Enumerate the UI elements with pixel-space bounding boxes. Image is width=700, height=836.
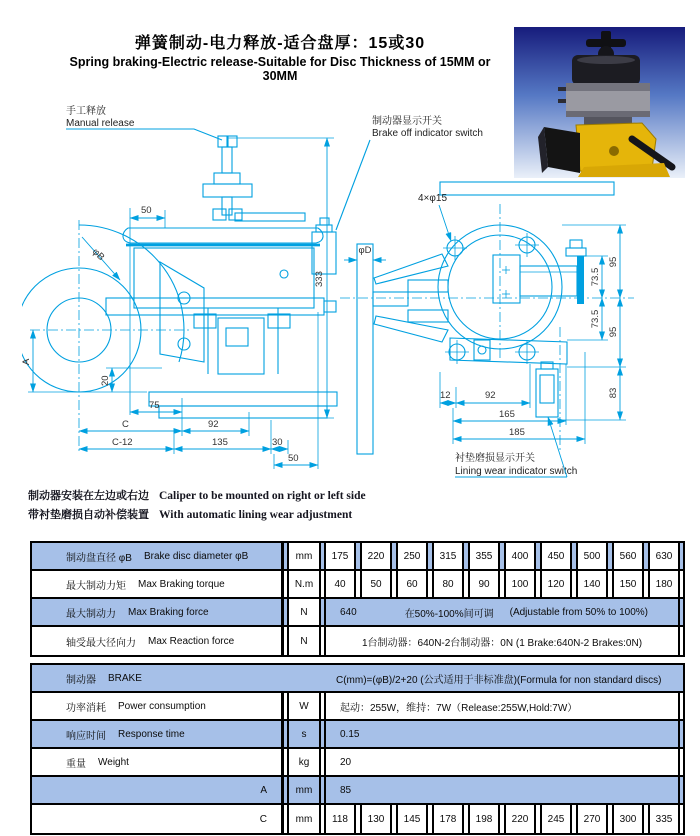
table-span-cell: 0.15 xyxy=(324,721,680,747)
row-values xyxy=(324,749,683,775)
manual-release-label-zh: 手工释放 xyxy=(66,106,106,117)
table-cell: 270 xyxy=(576,805,608,833)
dim-92-left: 92 xyxy=(208,419,219,430)
lining-wear-label-zh: 衬垫磨损显示开关 xyxy=(455,453,535,464)
brake-off-label-en: Brake off indicator switch xyxy=(372,128,483,139)
row-unit: mm xyxy=(287,805,321,833)
row-unit: kg xyxy=(287,749,321,775)
row-label xyxy=(32,599,284,625)
dim-50-top: 50 xyxy=(141,205,152,216)
table-cell: 335 xyxy=(648,805,680,833)
dim-75: 75 xyxy=(149,400,160,411)
row-label-zh: 最大制动力 xyxy=(66,608,116,620)
shaft xyxy=(106,298,336,315)
table-cell: 145 xyxy=(396,805,428,833)
dim-C12: C-12 xyxy=(112,437,133,448)
row-unit: s xyxy=(287,721,321,747)
row-label-en: Weight xyxy=(98,756,129,768)
bolt-holes-label: 4×φ15 xyxy=(418,193,448,204)
dim-50-bottom: 50 xyxy=(288,453,299,464)
bolt-holes xyxy=(443,233,539,364)
brake-off-leader xyxy=(336,140,370,230)
span-part: 在50%-100%间可调 xyxy=(404,608,494,620)
spring-drum xyxy=(123,228,323,308)
row-label xyxy=(32,627,284,655)
dim-20: 20 xyxy=(100,375,111,386)
table-cell: 400 xyxy=(504,543,536,569)
row-unit: W xyxy=(287,693,321,719)
side-arm xyxy=(520,240,586,304)
row-label xyxy=(32,805,284,833)
row-unit: mm xyxy=(287,777,321,803)
table-row xyxy=(32,599,683,627)
table-row xyxy=(32,627,683,655)
row-label xyxy=(32,543,284,569)
row-label-zh: 制动盘直径 φB xyxy=(66,552,132,564)
row-label xyxy=(32,693,284,719)
notes xyxy=(28,486,366,524)
row-values xyxy=(324,599,683,625)
table-row xyxy=(32,693,683,721)
row-label-zh: 最大制动力矩 xyxy=(66,580,126,592)
row-values xyxy=(324,627,683,655)
table-cell: 450 xyxy=(540,543,572,569)
drum-inner-circle xyxy=(448,235,552,339)
table-span-cell: 1台制动器：640N-2台制动器：0N (1 Brake:640N-2 Brakes:0N) xyxy=(324,627,680,655)
base-plate xyxy=(149,392,337,418)
lower-bracket xyxy=(450,338,567,364)
row-unit: N xyxy=(287,627,321,655)
dim-A: A xyxy=(22,358,32,365)
table-span-cell: C(mm)=(φB)/2+20 (公式适用于非标准盘)(Formula for non standard discs) xyxy=(336,674,662,686)
right-dimensions xyxy=(558,225,626,420)
row-values xyxy=(324,777,683,803)
dim-30: 30 xyxy=(272,437,283,448)
left-dimensions xyxy=(22,138,334,469)
row-values xyxy=(324,693,683,719)
dim-phiD: φD xyxy=(358,245,372,256)
technical-drawings xyxy=(22,102,682,487)
table-cell: 140 xyxy=(576,571,608,597)
center-plate xyxy=(493,255,520,303)
row-label-zh: 重量 xyxy=(66,758,86,770)
table-cell: 178 xyxy=(432,805,464,833)
table-section xyxy=(30,663,685,835)
table-cell: 175 xyxy=(324,543,356,569)
row-label xyxy=(32,665,284,691)
row-values xyxy=(324,721,683,747)
row-label-en: Response time xyxy=(118,728,185,740)
row-label xyxy=(32,721,284,747)
table-cell: 118 xyxy=(324,805,356,833)
note-line-2 xyxy=(28,505,366,524)
row-label-zh: 功率消耗 xyxy=(66,702,106,714)
table-cell: 630 xyxy=(648,543,680,569)
table-cell: 120 xyxy=(540,571,572,597)
table-cell: 220 xyxy=(504,805,536,833)
row-label-en: Max Reaction force xyxy=(148,635,235,647)
spec-table xyxy=(30,541,685,836)
dim-165: 165 xyxy=(499,409,515,420)
row-label xyxy=(32,777,284,803)
row-unit-placeholder xyxy=(284,665,324,691)
table-span-cell: 85 xyxy=(324,777,680,803)
row-values xyxy=(324,571,683,597)
disc-edge xyxy=(357,244,448,454)
dim-95-top: 95 xyxy=(608,256,619,268)
table-row xyxy=(32,543,683,571)
table-cell: 100 xyxy=(504,571,536,597)
row-values xyxy=(324,543,683,569)
note1-zh: 制动器安装在左边或右边 xyxy=(28,490,149,502)
row-label xyxy=(32,749,284,775)
row-sublabel: C xyxy=(259,813,267,825)
row-label-zh: 轴受最大径向力 xyxy=(66,637,136,649)
dim-phiB: φB xyxy=(89,246,107,263)
span-part: 640 xyxy=(340,606,357,618)
left-side-view xyxy=(22,104,483,469)
page-title xyxy=(55,30,505,83)
row-values xyxy=(324,665,683,691)
table-row xyxy=(32,749,683,777)
row-label xyxy=(32,571,284,597)
lining-wear-label-en: Lining wear indicator switch xyxy=(455,466,578,477)
table-cell: 315 xyxy=(432,543,464,569)
title-english: Spring braking-Electric release-Suitable for Disc Thickness of 15MM or 30MM xyxy=(69,55,491,83)
table-cell: 60 xyxy=(396,571,428,597)
row-unit: N.m xyxy=(287,571,321,597)
dim-C: C xyxy=(122,419,129,430)
table-cell: 40 xyxy=(324,571,356,597)
table-cell: 560 xyxy=(612,543,644,569)
dim-333: 333 xyxy=(314,271,325,287)
note-line-1 xyxy=(28,486,366,505)
row-unit: mm xyxy=(287,543,321,569)
table-section xyxy=(30,541,685,657)
note2-zh: 带衬垫磨损自动补偿装置 xyxy=(28,509,149,521)
bottom-dimensions xyxy=(440,352,585,444)
table-row xyxy=(32,721,683,749)
top-plate-strip xyxy=(440,182,614,195)
caliper-mechanism xyxy=(194,308,290,374)
table-cell: 250 xyxy=(396,543,428,569)
dim-95-bottom: 95 xyxy=(608,326,619,338)
dim-735-top: 73.5 xyxy=(590,267,601,287)
table-span-cell xyxy=(324,599,680,625)
dim-135: 135 xyxy=(212,437,228,448)
table-row xyxy=(32,805,683,833)
table-cell: 130 xyxy=(360,805,392,833)
row-label-en: BRAKE xyxy=(108,672,142,684)
span-part: (Adjustable from 50% to 100%) xyxy=(509,606,649,618)
dim-83: 83 xyxy=(608,387,619,399)
note1-en: Caliper to be mounted on right or left side xyxy=(159,490,366,502)
brake-off-label-zh: 制动器显示开关 xyxy=(372,116,442,127)
dim-735-bottom: 73.5 xyxy=(590,309,601,329)
row-sublabel: A xyxy=(260,784,267,796)
table-cell: 150 xyxy=(612,571,644,597)
table-cell: 220 xyxy=(360,543,392,569)
dim-92-right: 92 xyxy=(485,390,496,401)
table-cell: 300 xyxy=(612,805,644,833)
table-cell: 198 xyxy=(468,805,500,833)
dim-12: 12 xyxy=(440,390,451,401)
table-cell: 245 xyxy=(540,805,572,833)
table-row xyxy=(32,665,683,693)
manual-release-leader xyxy=(66,129,222,140)
row-label-en: Power consumption xyxy=(118,700,206,712)
row-label-en: Max Braking torque xyxy=(138,578,225,590)
release-stem xyxy=(203,136,305,221)
dim-185: 185 xyxy=(509,427,525,438)
table-cell: 80 xyxy=(432,571,464,597)
note2-en: With automatic lining wear adjustment xyxy=(159,509,353,521)
table-cell: 90 xyxy=(468,571,500,597)
table-row xyxy=(32,571,683,599)
row-unit: N xyxy=(287,599,321,625)
table-cell: 50 xyxy=(360,571,392,597)
row-label-en: Brake disc diameter φB xyxy=(143,550,249,562)
table-span-cell: 起动：255W，维持：7W（Release:255W,Hold:7W） xyxy=(324,693,680,719)
table-span-cell: 20 xyxy=(324,749,680,775)
table-row xyxy=(32,777,683,805)
lining-wear-switch xyxy=(536,327,560,450)
row-values xyxy=(324,805,683,833)
right-front-view xyxy=(340,182,634,477)
table-cell: 355 xyxy=(468,543,500,569)
title-chinese: 弹簧制动-电力释放-适合盘厚：15或30 xyxy=(134,35,426,52)
table-cell: 180 xyxy=(648,571,680,597)
row-label-zh: 响应时间 xyxy=(66,730,106,742)
row-label-zh: 制动器 xyxy=(66,674,96,686)
manual-release-label-en: Manual release xyxy=(66,118,135,129)
row-label-en: Max Braking force xyxy=(128,606,209,618)
table-cell: 500 xyxy=(576,543,608,569)
